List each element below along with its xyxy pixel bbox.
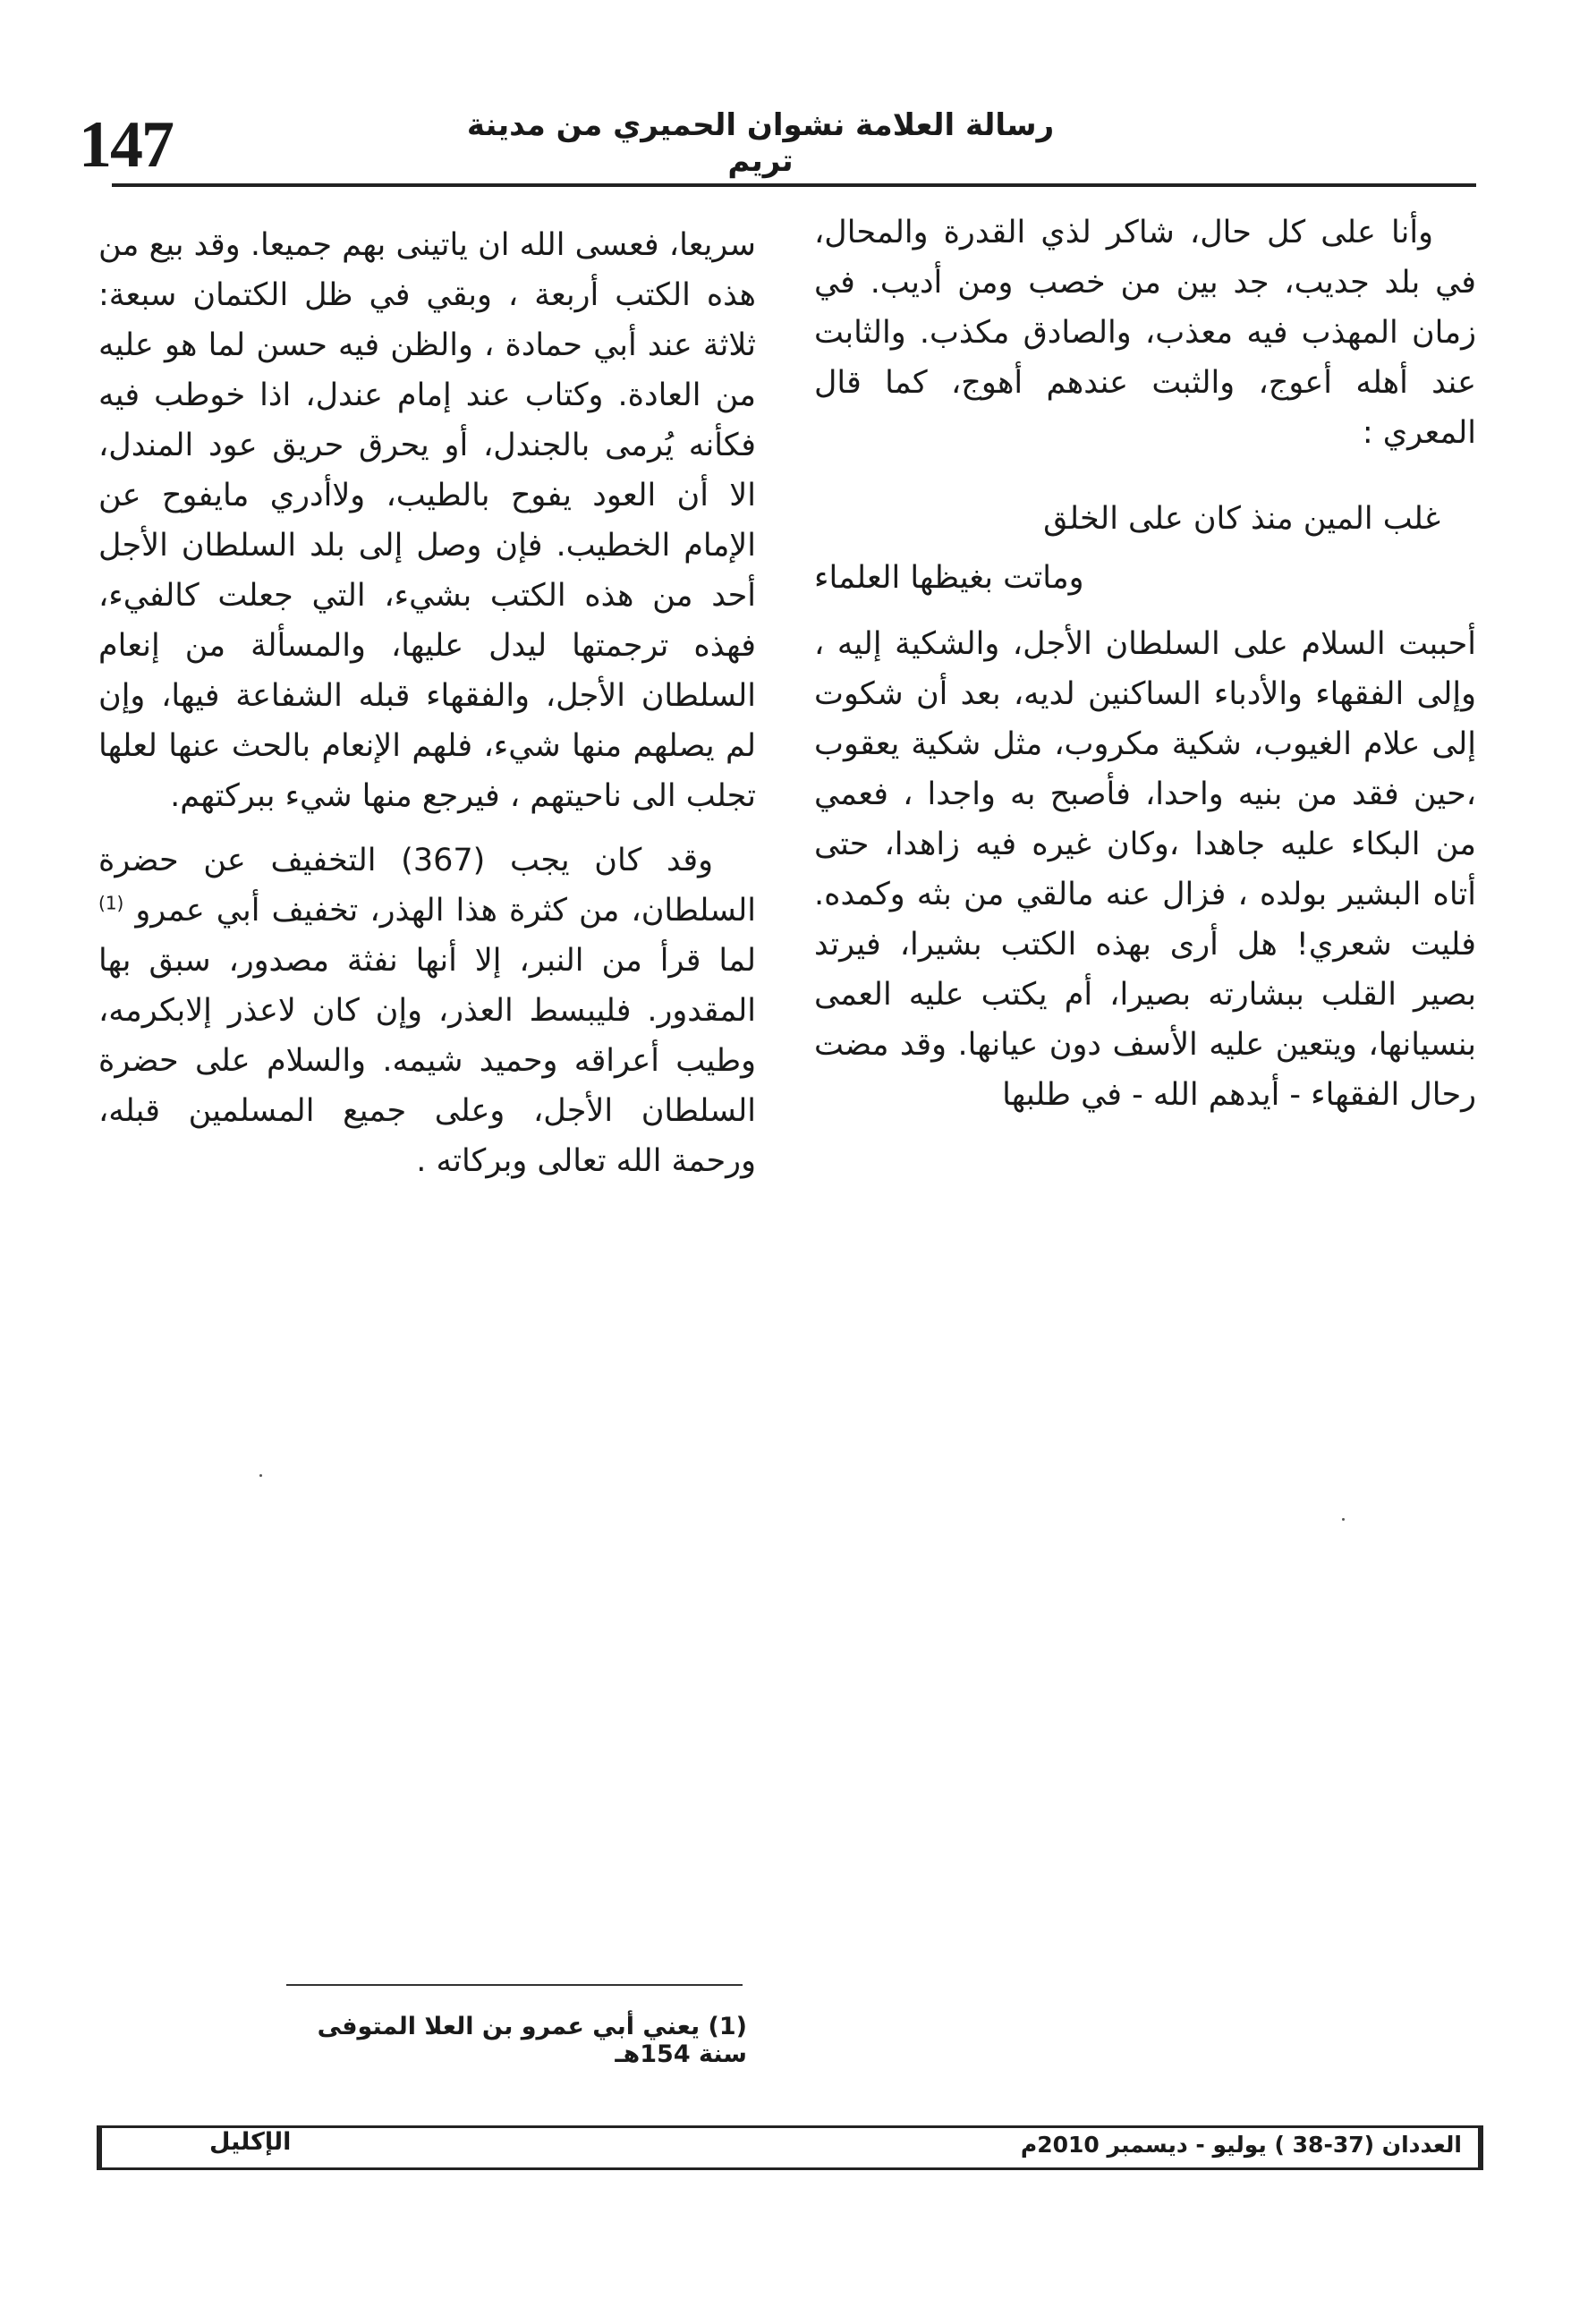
left-paragraph-2-start: وقد كان يجب (367) التخفيف عن حضرة السلطان، من كثرة هذا الهذر، تخفيف أبي عمرو [98, 843, 756, 929]
footnote-marker: (1) [98, 892, 124, 914]
footer-bar [97, 2125, 1483, 2170]
running-title: رسالة العلامة نشوان الحميري من مدينة تريم [466, 107, 1055, 179]
footnote-rule [286, 1984, 743, 1986]
header-rule [112, 183, 1476, 187]
verse-line-2: وماتت بغيظها العلماء [814, 560, 1084, 596]
journal-logo: الإكليل [209, 2128, 292, 2156]
verse-line-1: غلب المين منذ كان على الخلق [1043, 501, 1440, 537]
left-paragraph-2-end: لما قرأ من النبر، إلا أنها نفثة مصدور، سبق بها المقدور. فليبسط العذر، وإن كان لاعذر إلابكرمه، وطيب أعراقه وحميد شيمه. والسلام على حضرة السلطان الأجل، وعلى جميع المسلمين قبله، ورحمة الله تعالى وبركاته . [98, 943, 756, 1179]
speck [259, 1474, 262, 1477]
right-paragraph-1: وأنا على كل حال، شاكر لذي القدرة والمحال، في بلد جديب، جد بين من خصب ومن أديب. في زمان المهذب فيه معذب، والصادق مكذب. والثابت عند أهله أعوج، والثبت عندهم أهوج، كما قال المعري : [814, 215, 1476, 451]
footnote: (1) يعني أبي عمرو بن العلا المتوفى سنة 154هـ [317, 2013, 747, 2068]
left-column [98, 220, 756, 1186]
right-column [814, 208, 1476, 1120]
left-paragraph-1: سريعا، فعسى الله ان ياتينى بهم جميعا. وقد بيع من هذه الكتب أربعة ، وبقي في ظل الكتمان سبعة: ثلاثة عند أبي حمادة ، والظن فيه حسن لما هو عليه من العادة. وكتاب عند إمام عندل، اذا خوطب فيه فكأنه يُرمى بالجندل، أو يحرق حريق عود المندل، الا أن العود يفوح بالطيب، ولاأدري مايفوح عن الإمام الخطيب. فإن وصل إلى بلد السلطان الأجل أحد من هذه الكتب بشيء، التي جعلت كالفيء، فهذه ترجمتها ليدل عليها، والمسألة من إنعام السلطان الأجل، والفقهاء قبله الشفاعة فيها، وإن لم يصلهم منها شيء، فلهم الإنعام بالحث عنها لعلها تجلب الى ناحيتهم ، فيرجع منها شيء ببركتهم. [98, 227, 756, 814]
page-number: 147 [79, 108, 173, 182]
right-paragraph-2: أحببت السلام على السلطان الأجل، والشكية إليه ، وإلى الفقهاء والأدباء الساكنين لديه، بعد أن شكوت إلى علام الغيوب، شكية مكروب، مثل شكية يعقوب ،حين فقد من بنيه واحدا، فأصبح به واجدا ، فعمي من البكاء عليه جاهدا ،وكان غيره فيه زاهدا، حتى أتاه البشير بولده ، فزال عنه مالقي من بثه وكمده. فليت شعري! هل أرى بهذه الكتب بشيرا، فيرتد بصير القلب ببشارته بصيرا، أم يكتب عليه العمى بنسيانها، ويتعين عليه الأسف دون عيانها. وقد مضت رحال الفقهاء - أيدهم الله - في طلبها [814, 626, 1476, 1113]
left-paragraph-2 [98, 835, 756, 1186]
footer-issue: العددان (37-38 ) يوليو - ديسمبر 2010م [1020, 2132, 1462, 2158]
speck [1342, 1518, 1345, 1521]
